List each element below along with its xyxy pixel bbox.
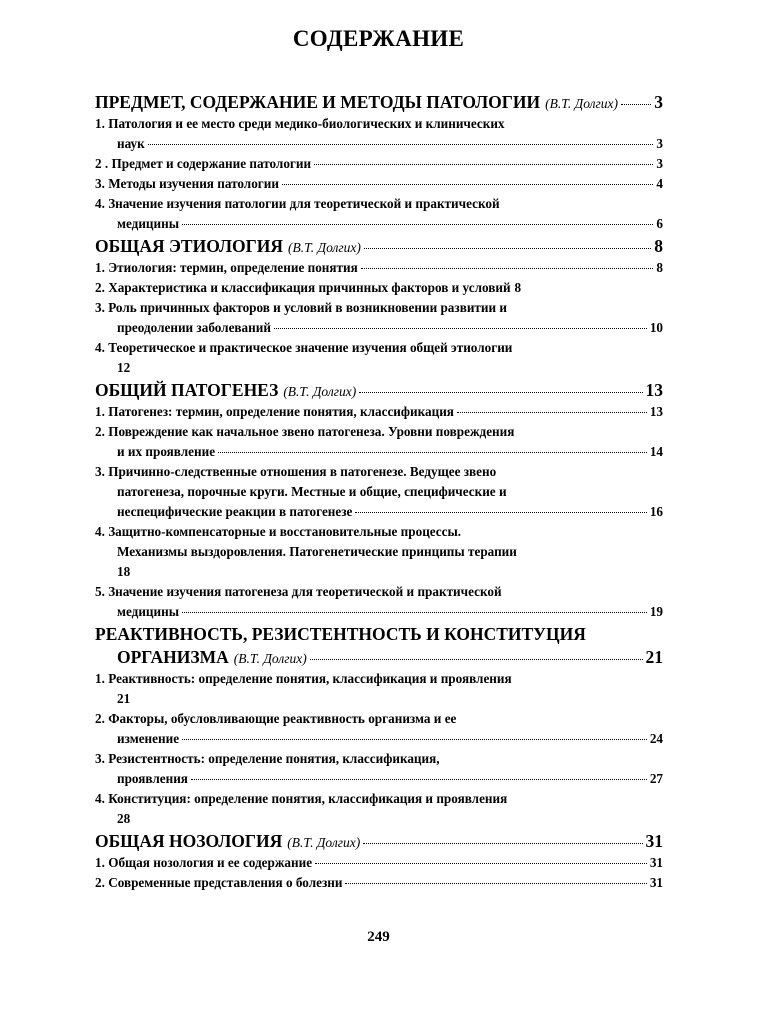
toc-entry-text: и их проявление xyxy=(117,444,216,459)
dot-leader xyxy=(191,779,647,780)
toc-entry-text: 18 xyxy=(117,564,131,579)
toc-entry-text: 3. Резистентность: определение понятия, классификация, xyxy=(95,751,440,766)
toc-entry-text: 2. Характеристика и классификация причинных факторов и условий xyxy=(95,280,511,295)
dot-leader xyxy=(621,104,651,105)
toc-entry-line xyxy=(95,278,663,298)
section-author: (В.Т. Долгих) xyxy=(287,240,361,255)
toc-entry-line xyxy=(95,562,663,582)
toc-entry-text: 1. Общая нозология и ее содержание xyxy=(95,855,313,870)
toc-entry xyxy=(95,338,663,378)
toc-entry xyxy=(95,258,663,278)
toc-entry-page: 14 xyxy=(649,444,663,459)
dot-leader xyxy=(363,843,642,844)
dot-leader xyxy=(218,452,647,453)
section-heading xyxy=(95,236,663,258)
toc-entry-line xyxy=(95,174,663,194)
dot-leader xyxy=(361,268,654,269)
section-author: (В.Т. Долгих) xyxy=(545,96,619,111)
section-heading xyxy=(95,92,663,114)
dot-leader xyxy=(314,164,653,165)
dot-leader xyxy=(364,248,651,249)
toc-entry-text: Механизмы выздоровления. Патогенетические принципы терапии xyxy=(117,544,517,559)
toc-entry-text: неспецифические реакции в патогенезе xyxy=(117,504,353,519)
section-heading xyxy=(95,831,663,853)
toc-entry-text: 12 xyxy=(117,360,131,375)
section-page: 8 xyxy=(654,236,663,256)
dot-leader xyxy=(315,863,647,864)
section-page: 21 xyxy=(645,647,663,667)
toc-entry xyxy=(95,422,663,462)
toc-entry-line xyxy=(95,502,663,522)
dot-leader xyxy=(182,612,647,613)
section-heading xyxy=(95,380,663,402)
toc-entry-page: 24 xyxy=(649,731,663,746)
toc-entry-page: 19 xyxy=(649,604,663,619)
toc-entry xyxy=(95,709,663,749)
toc-entry-text: 2. Факторы, обусловливающие реактивность организма и ее xyxy=(95,711,457,726)
section-page: 3 xyxy=(654,92,663,112)
toc-entry-text: проявления xyxy=(117,771,188,786)
section-author: (В.Т. Долгих) xyxy=(283,384,357,399)
toc-entry-text: 4. Защитно-компенсаторные и восстановительные процессы. xyxy=(95,524,462,539)
toc-entry xyxy=(95,582,663,622)
toc-entry-line xyxy=(95,729,663,749)
toc-entry-line xyxy=(95,809,663,829)
toc-entry-text: 5. Значение изучения патогенеза для теоретической и практической xyxy=(95,584,502,599)
toc-entry-line xyxy=(95,318,663,338)
toc-entry xyxy=(95,789,663,829)
toc-entry-text: наук xyxy=(117,136,145,151)
section-heading-line2 xyxy=(95,647,663,669)
dot-leader xyxy=(355,512,646,513)
toc-entry xyxy=(95,522,663,582)
toc-entry-page: 3 xyxy=(656,136,663,151)
section-author: (В.Т. Долгих) xyxy=(233,651,307,666)
toc-entry-page: 31 xyxy=(649,875,663,890)
toc-entry-text: 4. Конституция: определение понятия, классификация и проявления xyxy=(95,791,508,806)
toc-entry xyxy=(95,669,663,709)
toc-entry xyxy=(95,853,663,873)
toc-entry-line xyxy=(95,258,663,278)
toc-entry-line xyxy=(95,602,663,622)
toc-entry-line xyxy=(95,134,663,154)
toc-entry-text: 1. Реактивность: определение понятия, классификация и проявления xyxy=(95,671,512,686)
toc-entry-text: 3. Причинно-следственные отношения в патогенезе. Ведущее звено xyxy=(95,464,497,479)
page-title: СОДЕРЖАНИЕ xyxy=(292,26,465,51)
toc-entry-line xyxy=(95,214,663,234)
toc-entry-text: 28 xyxy=(117,811,131,826)
toc-entry-text: патогенеза, порочные круги. Местные и общие, специфические и xyxy=(117,484,507,499)
section-page: 31 xyxy=(645,831,663,851)
table-of-contents xyxy=(95,90,663,893)
section-heading-text: ОБЩАЯ ЭТИОЛОГИЯ xyxy=(95,236,283,256)
toc-entry-text: изменение xyxy=(117,731,180,746)
toc-entry-line xyxy=(95,769,663,789)
toc-entry-text: 2 . Предмет и содержание патологии xyxy=(95,156,312,171)
toc-entry-text: 3. Роль причинных факторов и условий в возникновении развитии и xyxy=(95,300,507,315)
toc-entry-text: 2. Повреждение как начальное звено патогенеза. Уровни повреждения xyxy=(95,424,515,439)
toc-entry-text: 1. Патология и ее место среди медико-биологических и клинических xyxy=(95,116,505,131)
dot-leader xyxy=(182,224,653,225)
dot-leader xyxy=(359,392,642,393)
toc-entry-line xyxy=(95,873,663,893)
toc-entry-line xyxy=(95,154,663,174)
toc-entry-page: 31 xyxy=(649,855,663,870)
dot-leader xyxy=(274,328,647,329)
toc-entry-page: 16 xyxy=(649,504,663,519)
section-heading-text: ОБЩАЯ НОЗОЛОГИЯ xyxy=(95,831,283,851)
dot-leader xyxy=(457,412,647,413)
dot-leader xyxy=(148,144,654,145)
toc-entry xyxy=(95,194,663,234)
toc-entry-text: 1. Патогенез: термин, определение понятия, классификация xyxy=(95,404,454,419)
toc-entry-text: 3. Методы изучения патологии xyxy=(95,176,279,191)
toc-entry-page: 10 xyxy=(649,320,663,335)
dot-leader xyxy=(182,739,647,740)
section-heading-text: ПРЕДМЕТ, СОДЕРЖАНИЕ И МЕТОДЫ ПАТОЛОГИИ xyxy=(95,92,541,112)
dot-leader xyxy=(282,184,653,185)
toc-entry xyxy=(95,174,663,194)
toc-entry-text: медицины xyxy=(117,604,180,619)
toc-entry-text: медицины xyxy=(117,216,180,231)
section-heading-text: РЕАКТИВНОСТЬ, РЕЗИСТЕНТНОСТЬ И КОНСТИТУЦИЯ xyxy=(95,624,586,644)
toc-entry-line xyxy=(95,442,663,462)
toc-entry-text: преодолении заболеваний xyxy=(117,320,271,335)
toc-entry-text: 4. Значение изучения патологии для теоретической и практической xyxy=(95,196,500,211)
toc-entry xyxy=(95,873,663,893)
toc-entry-text: 2. Современные представления о болезни xyxy=(95,875,343,890)
section-author: (В.Т. Долгих) xyxy=(287,835,361,850)
toc-entry-page: 13 xyxy=(649,404,663,419)
toc-entry-page: 27 xyxy=(649,771,663,786)
toc-entry-page: 4 xyxy=(656,176,663,191)
toc-entry-line xyxy=(95,689,663,709)
toc-entry xyxy=(95,462,663,522)
toc-entry xyxy=(95,114,663,154)
toc-entry-line xyxy=(95,402,663,422)
toc-entry-line xyxy=(95,853,663,873)
section-heading xyxy=(95,624,663,645)
section-page: 13 xyxy=(645,380,663,400)
section-heading-text: ОРГАНИЗМА xyxy=(117,647,229,667)
toc-entry xyxy=(95,298,663,338)
toc-entry-text: 1. Этиология: термин, определение понятия xyxy=(95,260,358,275)
dot-leader xyxy=(310,659,643,660)
toc-entry-page: 6 xyxy=(656,216,663,231)
toc-entry-page: 8 xyxy=(656,260,663,275)
toc-entry xyxy=(95,402,663,422)
section-heading-text: ОБЩИЙ ПАТОГЕНЕЗ xyxy=(95,380,279,400)
toc-entry-page: 8 xyxy=(514,280,522,295)
page-number: 249 xyxy=(367,929,390,945)
toc-entry xyxy=(95,154,663,174)
toc-entry-text: 21 xyxy=(117,691,131,706)
toc-entry xyxy=(95,278,663,298)
toc-entry-line xyxy=(95,358,663,378)
dot-leader xyxy=(345,883,646,884)
toc-entry xyxy=(95,749,663,789)
toc-entry-text: 4. Теоретическое и практическое значение изучения общей этиологии xyxy=(95,340,513,355)
toc-entry-page: 3 xyxy=(656,156,663,171)
